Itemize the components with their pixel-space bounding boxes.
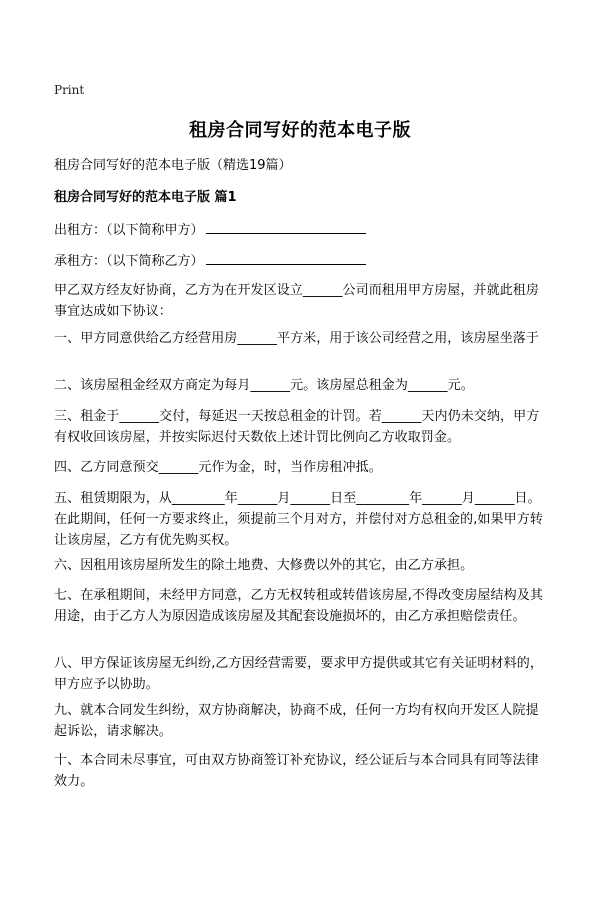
lessor-blank: [206, 220, 366, 234]
lessee-label: 承租方：（以下简称乙方）: [54, 254, 204, 269]
paragraph-clause-7: 七、在承租期间，未经甲方同意，乙方无权转租或转借该房屋,不得改变房屋结构及其用途，由于乙方人为原因造成该房屋及其配套设施损坏的，由乙方承担赔偿责任。: [54, 588, 543, 624]
paragraph-intro: 甲乙双方经友好协商，乙方为在开发区设立______公司而租用甲方房屋，并就此租房事宜达成如下协议：: [54, 283, 540, 319]
lessor-row: [54, 219, 366, 238]
paragraph-clause-6: 六、因租用该房屋所发生的除土地费、大修费以外的其它，由乙方承担。: [54, 558, 474, 573]
paragraph-clause-3: 三、租金于______交付，每延迟一天按总租金的计罚。若______天内仍未交纳，甲方有权收回该房屋，并按实际迟付天数依上述计罚比例向乙方收取罚金。: [54, 409, 540, 445]
paragraph-clause-1: 一、甲方同意供给乙方经营用房______平方米，用于该公司经营之用，该房屋坐落于: [54, 331, 540, 346]
document-subtitle: 租房合同写好的范本电子版（精选19篇）: [54, 158, 292, 173]
lessor-label: 出租方：（以下简称甲方）: [54, 223, 204, 238]
section-heading: 租房合同写好的范本电子版 篇1: [54, 190, 237, 205]
paragraph-clause-9: 九、就本合同发生纠纷，双方协商解决，协商不成，任何一方均有权向开发区人院提起诉讼，请求解决。: [54, 703, 539, 739]
paragraph-clause-10: 十、本合同未尽事宜，可由双方协商签订补充协议，经公证后与本合同具有同等法律效力。: [54, 753, 539, 789]
paragraph-clause-8: 八、甲方保证该房屋无纠纷,乙方因经营需要，要求甲方提供或其它有关证明材料的，甲方应予以协助。: [54, 656, 543, 692]
lessee-row: [54, 250, 366, 269]
paragraph-clause-4: 四、乙方同意预交______元作为金，时，当作房租冲抵。: [54, 460, 382, 475]
lessee-blank: [206, 251, 366, 265]
paragraph-clause-2: 二、该房屋租金经双方商定为每月______元。该房屋总租金为______元。: [54, 378, 474, 393]
document-title: 租房合同写好的范本电子版: [189, 120, 411, 141]
paragraph-clause-5: 五、租赁期限为，从________年______月______日至________年______月______日。在此期间，任何一方要求终止，须提前三个月对方，并偿付对方总租金的,如果甲方转让该房屋，乙方有优先购买权。: [54, 491, 543, 548]
print-link[interactable]: Print: [54, 83, 85, 97]
